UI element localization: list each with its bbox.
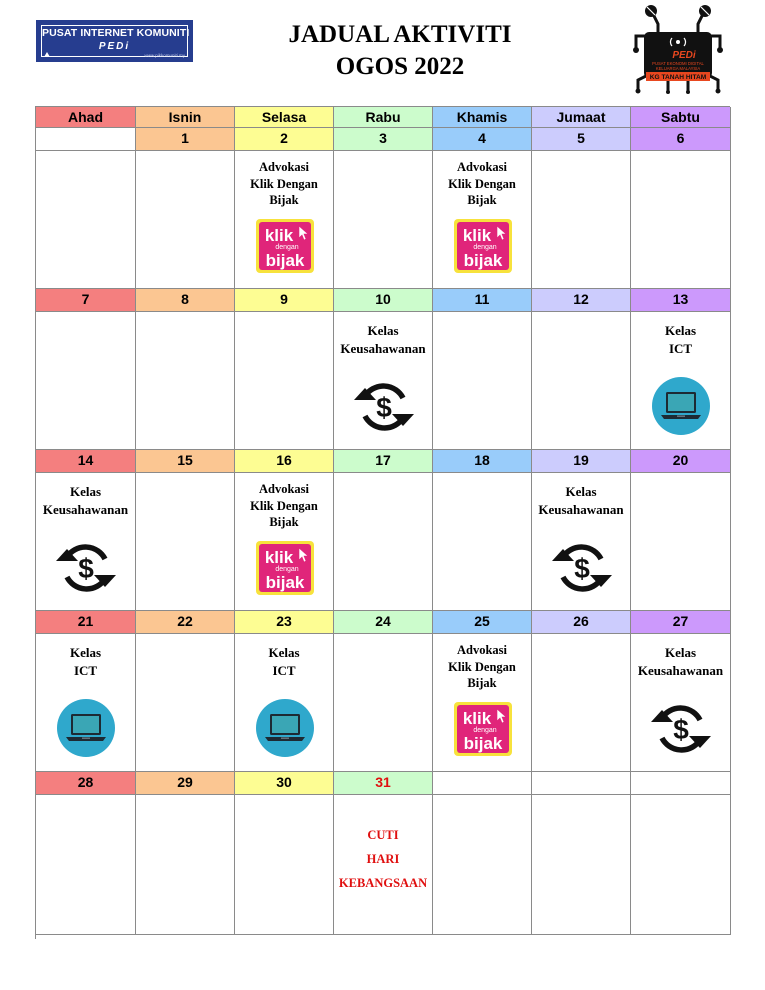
day-cell[interactable] — [532, 151, 631, 289]
pedi-kg-tanah-hitam-logo — [628, 2, 728, 94]
event-label — [631, 322, 730, 358]
day-cell[interactable] — [334, 473, 433, 611]
klik-logo-line3: bijak — [265, 251, 304, 270]
day-header-rabu: Rabu — [334, 107, 433, 128]
day-number: 30 — [235, 772, 334, 795]
day-number: 20 — [631, 450, 731, 473]
dollar-cycle-icon — [648, 698, 714, 765]
klik-logo-line2: dengan — [472, 244, 497, 251]
day-cell[interactable] — [532, 795, 631, 935]
pik-logo-title: PUSAT INTERNET KOMUNITI — [42, 27, 190, 39]
day-cell[interactable] — [532, 473, 631, 611]
day-header-isnin: Isnin — [136, 107, 235, 128]
day-number: 9 — [235, 289, 334, 312]
dollar-cycle-icon — [549, 537, 615, 604]
event-label — [433, 642, 531, 692]
day-cell[interactable] — [433, 151, 532, 289]
klik-logo-line2: dengan — [472, 727, 497, 734]
pedi-line2: KELUARGA MALAYSIA — [655, 66, 701, 71]
day-cell[interactable] — [136, 473, 235, 611]
day-number: 19 — [532, 450, 631, 473]
laptop-icon — [651, 376, 711, 441]
day-number: 31 — [334, 772, 433, 795]
event-label — [235, 159, 333, 209]
event-label-line: Advokasi — [456, 160, 508, 174]
event-label — [334, 322, 432, 358]
event-label-line: Kelas — [69, 484, 102, 499]
day-cell[interactable] — [136, 795, 235, 935]
event-label — [235, 481, 333, 531]
event-label-line: Bijak — [467, 193, 497, 207]
event-label-line: Keusahawanan — [538, 502, 624, 517]
day-number: 7 — [36, 289, 136, 312]
day-cell[interactable] — [235, 473, 334, 611]
day-number: 6 — [631, 128, 731, 151]
klik-dengan-bijak-logo — [453, 701, 513, 762]
day-number: 1 — [136, 128, 235, 151]
svg-text:$: $ — [78, 553, 94, 584]
event-label-line: Bijak — [467, 676, 497, 690]
event-label-line: Kelas — [565, 484, 597, 499]
day-number: 29 — [136, 772, 235, 795]
day-header-ahad: Ahad — [36, 107, 136, 128]
day-cell[interactable] — [36, 151, 136, 289]
svg-text:$: $ — [573, 553, 590, 584]
event-label-line: Advokasi — [456, 643, 508, 657]
day-cell[interactable] — [631, 312, 731, 450]
day-cell[interactable] — [334, 312, 433, 450]
day-number: 27 — [631, 611, 731, 634]
day-cell[interactable] — [36, 312, 136, 450]
day-cell[interactable] — [433, 795, 532, 935]
page-subtitle: OGOS 2022 — [335, 53, 465, 80]
day-cell[interactable] — [334, 151, 433, 289]
day-cell[interactable] — [36, 795, 136, 935]
page-title: JADUAL AKTIVITI — [288, 21, 512, 48]
day-cell[interactable] — [36, 634, 136, 772]
day-number: 12 — [532, 289, 631, 312]
event-label — [334, 823, 432, 895]
laptop-icon — [56, 698, 116, 763]
event-label-line: Klik Dengan — [448, 659, 516, 674]
day-number: 15 — [136, 450, 235, 473]
day-number: 8 — [136, 289, 235, 312]
day-number: 4 — [433, 128, 532, 151]
day-cell[interactable] — [36, 473, 136, 611]
event-label — [433, 159, 531, 209]
day-header-khamis: Khamis — [433, 107, 532, 128]
day-cell[interactable] — [433, 634, 532, 772]
pedi-brand: PEDi — [672, 50, 696, 61]
event-label-line: Keusahawanan — [340, 341, 426, 356]
day-cell[interactable] — [631, 795, 731, 935]
pik-logo-mark-icon — [44, 52, 50, 57]
day-cell[interactable] — [235, 312, 334, 450]
event-label-line: Advokasi — [258, 160, 310, 174]
day-number: 5 — [532, 128, 631, 151]
day-number: 13 — [631, 289, 731, 312]
day-number: 21 — [36, 611, 136, 634]
event-label-line: Kelas — [69, 645, 102, 660]
day-number: 24 — [334, 611, 433, 634]
svg-text:$: $ — [673, 714, 689, 745]
day-cell[interactable] — [631, 473, 731, 611]
day-number: 10 — [334, 289, 433, 312]
day-number: 25 — [433, 611, 532, 634]
klik-logo-line3: bijak — [463, 251, 502, 270]
day-cell[interactable] — [433, 473, 532, 611]
day-cell[interactable] — [532, 634, 631, 772]
event-label-line: Klik Dengan — [250, 176, 318, 191]
laptop-icon — [255, 698, 315, 763]
day-number: 28 — [36, 772, 136, 795]
event-label-line: Kelas — [664, 323, 697, 338]
day-number — [631, 772, 731, 795]
event-label-line: Klik Dengan — [250, 498, 318, 513]
event-label — [631, 644, 730, 680]
dollar-cycle-icon — [53, 537, 119, 604]
event-label-line: CUTI — [367, 828, 399, 842]
day-number: 18 — [433, 450, 532, 473]
day-cell[interactable] — [334, 634, 433, 772]
event-label-line: Kelas — [664, 645, 697, 660]
day-header-jumaat: Jumaat — [532, 107, 631, 128]
event-label-line: ICT — [272, 663, 296, 678]
day-cell[interactable] — [631, 634, 731, 772]
day-cell[interactable] — [136, 634, 235, 772]
day-cell[interactable] — [136, 151, 235, 289]
day-number — [433, 772, 532, 795]
event-label-line: Kelas — [268, 645, 300, 660]
day-cell[interactable] — [631, 151, 731, 289]
day-number: 2 — [235, 128, 334, 151]
klik-logo-line2: dengan — [274, 566, 299, 573]
event-label-line: ICT — [73, 663, 98, 678]
event-label-line: KEBANGSAAN — [338, 876, 428, 890]
event-label-line: HARI — [366, 852, 400, 866]
event-label — [36, 483, 135, 519]
klik-logo-line1: klik — [462, 709, 491, 728]
pik-logo-url: www.pikkomuniti.my — [144, 53, 185, 58]
calendar-grid — [35, 106, 730, 939]
klik-logo-line2: dengan — [274, 244, 299, 251]
day-number — [532, 772, 631, 795]
event-label — [235, 644, 333, 680]
day-number: 14 — [36, 450, 136, 473]
day-number: 22 — [136, 611, 235, 634]
day-cell[interactable] — [235, 795, 334, 935]
klik-dengan-bijak-logo — [453, 218, 513, 279]
day-number: 23 — [235, 611, 334, 634]
event-label — [36, 644, 135, 680]
pik-logo — [36, 20, 193, 62]
event-label-line: Advokasi — [258, 482, 310, 496]
svg-text:$: $ — [375, 392, 392, 423]
event-label-line: ICT — [668, 341, 693, 356]
klik-logo-line3: bijak — [265, 573, 304, 592]
klik-logo-line1: klik — [462, 226, 491, 245]
day-number: 16 — [235, 450, 334, 473]
day-header-selasa: Selasa — [235, 107, 334, 128]
pedi-location: KG TANAH HITAM — [649, 74, 707, 81]
event-label — [532, 483, 630, 519]
event-label-line: Keusahawanan — [637, 663, 724, 678]
event-label-line: Klik Dengan — [448, 176, 516, 191]
day-cell[interactable] — [532, 312, 631, 450]
day-number: 3 — [334, 128, 433, 151]
day-cell[interactable] — [334, 795, 433, 935]
day-cell[interactable] — [433, 312, 532, 450]
klik-dengan-bijak-logo — [255, 218, 315, 279]
klik-dengan-bijak-logo — [255, 540, 315, 601]
day-cell[interactable] — [136, 312, 235, 450]
day-cell[interactable] — [235, 151, 334, 289]
day-number: 11 — [433, 289, 532, 312]
day-number: 17 — [334, 450, 433, 473]
klik-logo-line3: bijak — [463, 734, 502, 753]
pik-logo-subtitle: PEDi — [98, 41, 131, 52]
event-label-line: Keusahawanan — [42, 502, 129, 517]
dollar-cycle-icon — [351, 376, 417, 443]
day-number — [36, 128, 136, 151]
day-cell[interactable] — [235, 634, 334, 772]
klik-logo-line1: klik — [264, 548, 293, 567]
event-label-line: Bijak — [269, 515, 299, 529]
day-number: 26 — [532, 611, 631, 634]
event-label-line: Kelas — [367, 323, 399, 338]
day-header-sabtu: Sabtu — [631, 107, 731, 128]
pedi-line1: PUSAT EKONOMI DIGITAL — [652, 61, 704, 66]
klik-logo-line1: klik — [264, 226, 293, 245]
event-label-line: Bijak — [269, 193, 299, 207]
